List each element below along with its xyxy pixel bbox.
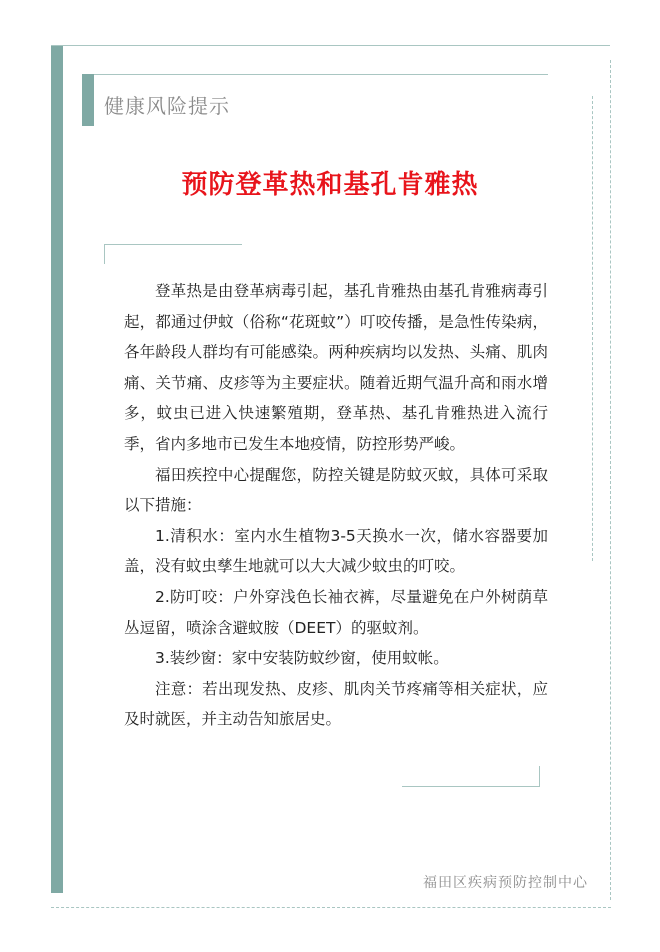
article-body xyxy=(124,276,548,735)
content-bracket-bottom-vertical xyxy=(539,766,540,786)
paragraph-reminder: 福田疾控中心提醒您，防控关键是防蚊灭蚊，具体可采取以下措施： xyxy=(124,465,548,515)
paragraph-measure-water: 1.清积水：室内水生植物3-5天换水一次，储水容器要加盖，没有蚊虫孳生地就可以大大减少蚊虫的叮咬。 xyxy=(124,526,548,576)
paragraph-measure-screen: 3.装纱窗：家中安装防蚊纱窗，使用蚊帐。 xyxy=(155,649,449,668)
page-title: 预防登革热和基孔肯雅热 xyxy=(181,170,479,200)
frame-bottom-dashed-border xyxy=(51,907,611,908)
header-accent-bar xyxy=(82,74,94,126)
header-top-line xyxy=(94,74,548,75)
frame-top-border xyxy=(51,45,610,46)
paragraph-notice: 注意：若出现发热、皮疹、肌肉关节疼痛等相关症状，应及时就医，并主动告知旅居史。 xyxy=(124,679,548,729)
content-bracket-top-vertical xyxy=(104,244,105,264)
paragraph-measure-bite: 2.防叮咬：户外穿浅色长袖衣裤，尽量避免在户外树荫草丛逗留，喷涂含避蚊胺（DEET）的驱蚊剂。 xyxy=(124,587,548,637)
section-label: 健康风险提示 xyxy=(104,94,230,118)
paragraph-intro: 登革热是由登革病毒引起，基孔肯雅热由基孔肯雅病毒引起，都通过伊蚊（俗称“花斑蚊”）叮咬传播，是急性传染病，各年龄段人群均有可能感染。两种疾病均以发热、头痛、肌肉痛、关节痛、皮疹等为主要症状。随着近期气温升高和雨水增多，蚊虫已进入快速繁殖期，登革热、基孔肯雅热进入流行季，省内多地市已发生本地疫情，防控形势严峻。 xyxy=(124,282,548,453)
content-bracket-bottom-horizontal xyxy=(402,786,540,787)
content-bracket-top-horizontal xyxy=(104,244,242,245)
footer-organization: 福田区疾病预防控制中心 xyxy=(423,875,588,891)
